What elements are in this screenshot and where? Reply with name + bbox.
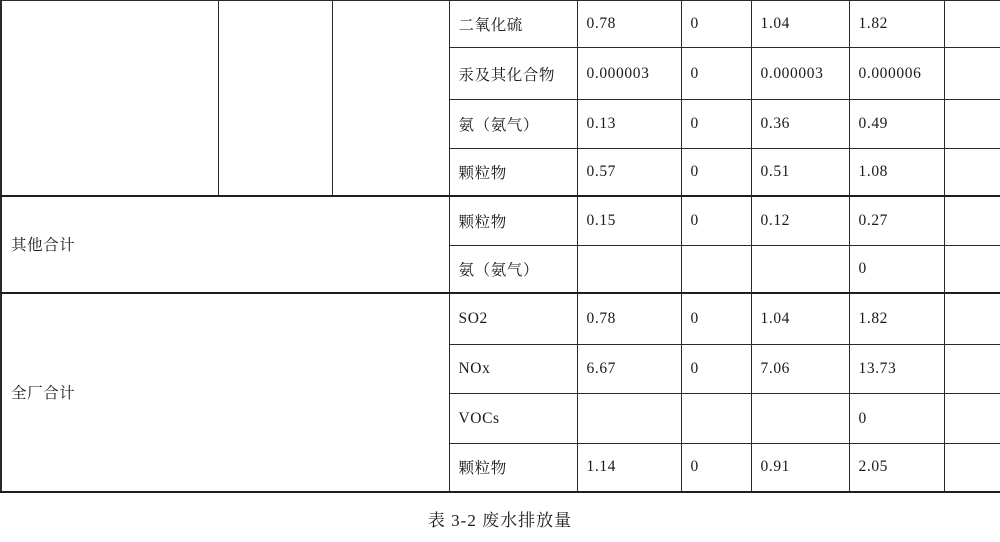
value-cell: 7.06 [751, 345, 849, 394]
value-cell [681, 246, 751, 293]
pollutant-cell: NOx [449, 345, 577, 394]
value-cell: 0 [681, 293, 751, 345]
value-cell: 0.000006 [849, 48, 944, 100]
value-cell [944, 149, 1000, 196]
value-cell: 0.78 [577, 293, 681, 345]
value-cell: 0 [681, 444, 751, 492]
table-row [1, 293, 1000, 345]
value-cell: 0 [681, 149, 751, 196]
value-cell: 0 [849, 394, 944, 444]
pollutant-cell: 汞及其化合物 [449, 48, 577, 100]
value-cell: 0.12 [751, 196, 849, 246]
value-cell [944, 394, 1000, 444]
pollutant-cell: 氨（氨气） [449, 246, 577, 293]
pollutant-cell: 颗粒物 [449, 444, 577, 492]
value-cell: 0 [681, 1, 751, 48]
section-label-cell: 其他合计 [1, 196, 449, 293]
value-cell [577, 394, 681, 444]
table-row [1, 1, 1000, 48]
value-cell [944, 48, 1000, 100]
value-cell: 1.04 [751, 293, 849, 345]
pollutant-cell: 二氧化硫 [449, 1, 577, 48]
value-cell: 0.51 [751, 149, 849, 196]
value-cell [681, 394, 751, 444]
value-cell: 0 [681, 196, 751, 246]
value-cell: 1.04 [751, 1, 849, 48]
value-cell: 0 [681, 345, 751, 394]
value-cell: 0.27 [849, 196, 944, 246]
value-cell: 0.78 [577, 1, 681, 48]
value-cell: 1.82 [849, 1, 944, 48]
value-cell [944, 196, 1000, 246]
value-cell: 0 [849, 246, 944, 293]
value-cell: 1.14 [577, 444, 681, 492]
pollutant-cell: 颗粒物 [449, 149, 577, 196]
value-cell [751, 246, 849, 293]
value-cell: 1.08 [849, 149, 944, 196]
pollutant-cell: 氨（氨气） [449, 100, 577, 149]
value-cell: 0.13 [577, 100, 681, 149]
empty-cell [332, 1, 449, 196]
value-cell: 0.36 [751, 100, 849, 149]
value-cell: 0.57 [577, 149, 681, 196]
value-cell [577, 246, 681, 293]
pollutant-cell: 颗粒物 [449, 196, 577, 246]
empty-cell [218, 1, 332, 196]
pollutant-cell: VOCs [449, 394, 577, 444]
value-cell [944, 1, 1000, 48]
value-cell: 0.49 [849, 100, 944, 149]
value-cell [944, 345, 1000, 394]
value-cell: 0.91 [751, 444, 849, 492]
value-cell [944, 100, 1000, 149]
section-label-cell: 全厂合计 [1, 293, 449, 492]
value-cell: 0.000003 [577, 48, 681, 100]
value-cell [751, 394, 849, 444]
table-caption: 表 3-2 废水排放量 [427, 510, 573, 530]
value-cell: 6.67 [577, 345, 681, 394]
value-cell [944, 444, 1000, 492]
empty-cell [1, 1, 218, 196]
value-cell: 0 [681, 100, 751, 149]
value-cell: 13.73 [849, 345, 944, 394]
value-cell: 0 [681, 48, 751, 100]
value-cell: 2.05 [849, 444, 944, 492]
pollutant-cell: SO2 [449, 293, 577, 345]
value-cell [944, 293, 1000, 345]
value-cell: 0.15 [577, 196, 681, 246]
table-row [1, 196, 1000, 246]
value-cell [944, 246, 1000, 293]
value-cell: 1.82 [849, 293, 944, 345]
value-cell: 0.000003 [751, 48, 849, 100]
